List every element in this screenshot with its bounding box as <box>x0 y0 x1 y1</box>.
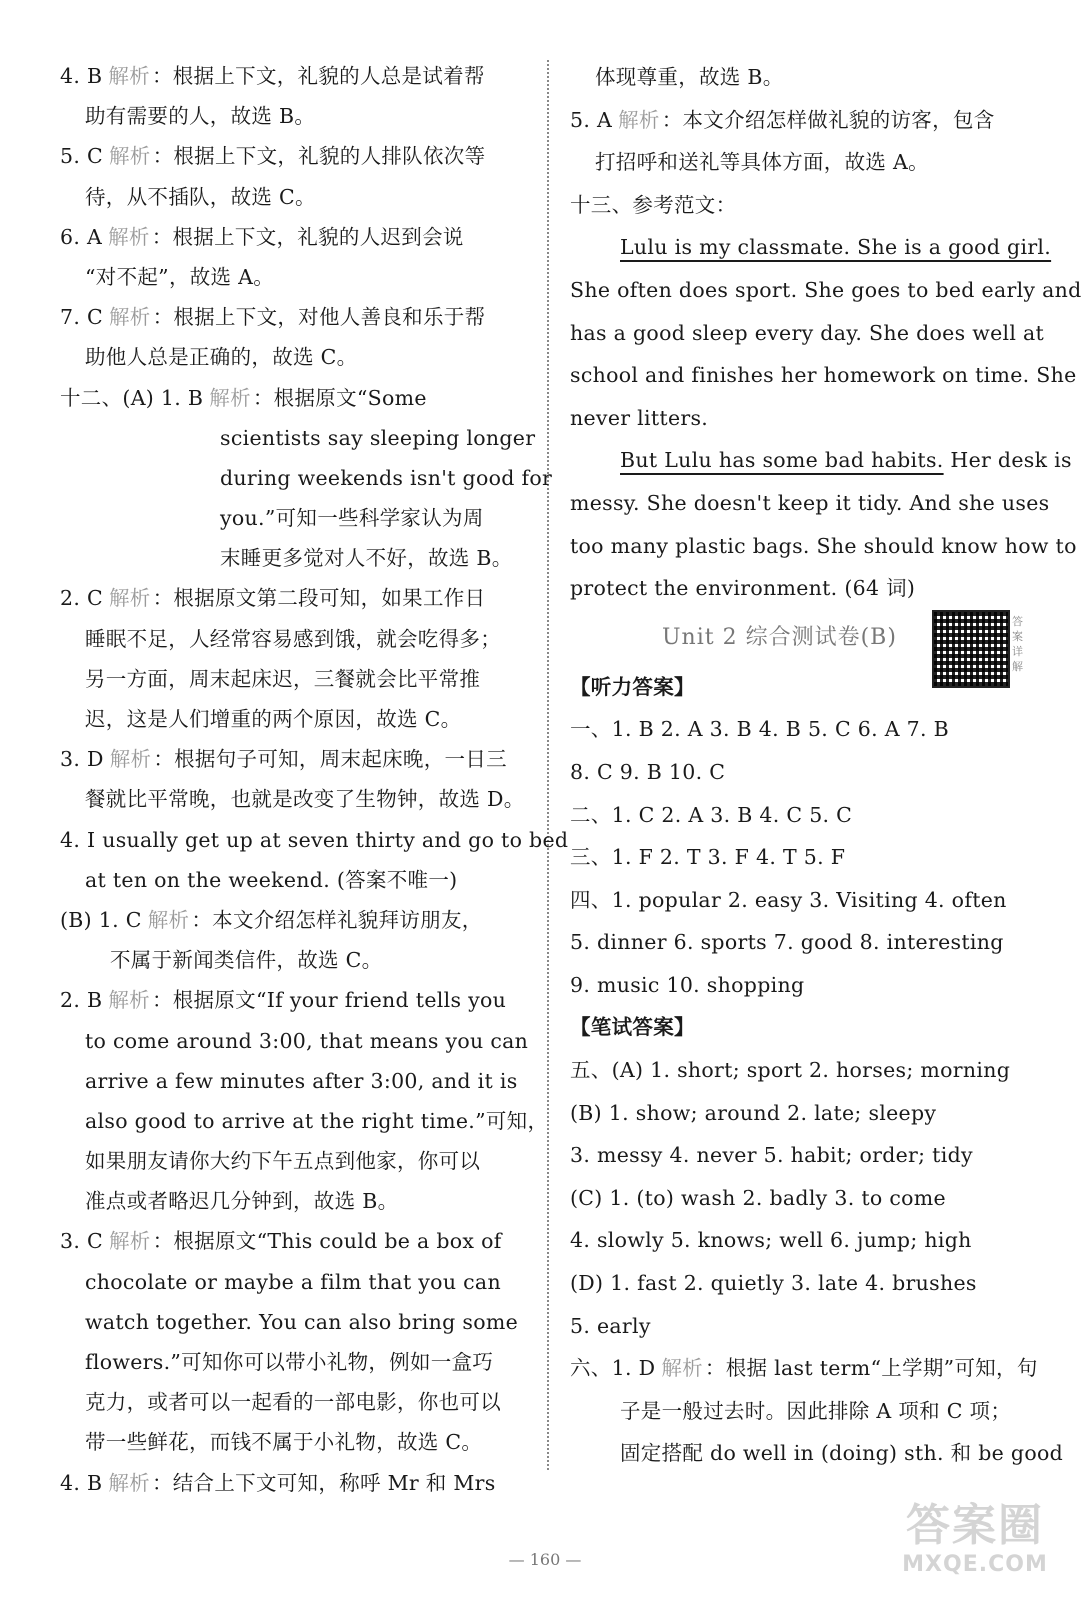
answer-line <box>60 578 530 618</box>
answer-number: 6. A <box>60 224 103 249</box>
page-number-value: 160 <box>529 1550 561 1569</box>
answer-text: ：根据上下文，礼貌的人排队依次等 <box>152 144 486 169</box>
answer-number: 3. C <box>60 1229 103 1254</box>
answer-text: ：根据 last term“上学期”可知，句 <box>704 1356 1038 1381</box>
analysis-label: 解析 <box>108 224 150 249</box>
answer-number: 2. B <box>60 988 103 1013</box>
answer-line <box>60 56 530 96</box>
answer-number: (B) 1. C <box>60 907 142 932</box>
answer-number: 2. C <box>60 586 103 611</box>
answer-number: 7. C <box>60 305 103 330</box>
analysis-label: 解析 <box>109 747 152 772</box>
answer-line: 带一些鲜花，而钱不属于小礼物，故选 C。 <box>85 1430 483 1455</box>
answer-line: 一、1. B 2. A 3. B 4. B 5. C 6. A 7. B <box>570 717 949 742</box>
left-column <box>60 56 569 1503</box>
answer-line: watch together. You can also bring some <box>85 1309 519 1334</box>
section-heading: 【听力答案】 <box>570 674 695 699</box>
essay-line: has a good sleep every day. She does well at <box>570 320 1045 345</box>
section-heading: 十三、参考范文： <box>570 192 737 217</box>
answer-line <box>570 1347 1040 1390</box>
answer-text: ：根据句子可知，周末起床晚，一日三 <box>153 747 507 772</box>
answer-line <box>60 217 530 257</box>
answer-text: ：结合上下文可知，称呼 Mr 和 Mrs <box>151 1470 496 1495</box>
answer-number: 4. B <box>60 1470 103 1495</box>
essay-line: never litters. <box>570 405 709 430</box>
answer-line: “对不起”，故选 A。 <box>85 264 275 289</box>
answer-text: ：根据原文“If your friend tells you <box>151 988 507 1013</box>
answer-line: 末睡更多觉对人不好，故选 B。 <box>220 546 513 571</box>
answer-line <box>60 980 530 1020</box>
essay-line <box>570 439 1072 482</box>
answer-text: ：根据原文第二段可知，如果工作日 <box>152 586 486 611</box>
answer-line: (B) 1. show; around 2. late; sleepy <box>570 1100 937 1125</box>
topic-sentence: Lulu is my classmate. She is a good girl. <box>620 235 1052 260</box>
answer-line: 餐就比平常晚，也就是改变了生物钟，故选 D。 <box>85 787 525 812</box>
answer-line: 5. dinner 6. sports 7. good 8. interesting <box>570 930 1004 955</box>
analysis-label: 解析 <box>108 144 151 169</box>
column-divider <box>547 60 549 1470</box>
answer-line: 准点或者略迟几分钟到，故选 B。 <box>85 1189 399 1214</box>
answer-line <box>60 1221 530 1261</box>
answer-line: (D) 1. fast 2. quietly 3. late 4. brushes <box>570 1271 977 1296</box>
answer-line: 待，从不插队，故选 C。 <box>85 184 316 209</box>
unit-title-block <box>570 610 1040 673</box>
answer-number: 4. B <box>60 64 103 88</box>
answer-line: arrive a few minutes after 3:00, and it is <box>85 1068 518 1093</box>
answer-number: 5. C <box>60 144 103 169</box>
right-column <box>570 56 1082 1475</box>
answer-line: you.”可知一些科学家认为周 <box>220 506 484 531</box>
answer-text: ：根据上下文，礼貌的人总是试着帮 <box>151 64 485 88</box>
answer-line: 固定搭配 do well in (doing) sth. 和 be good <box>620 1441 1064 1466</box>
answer-line: 4. I usually get up at seven thirty and go to bed <box>60 827 569 852</box>
qr-code-icon[interactable] <box>932 610 1010 688</box>
answer-line: (C) 1. (to) wash 2. badly 3. to come <box>570 1185 946 1210</box>
essay-text: Her desk is <box>943 448 1072 473</box>
answer-line <box>60 739 530 779</box>
analysis-label: 解析 <box>147 907 190 932</box>
answer-line: 五、(A) 1. short; sport 2. horses; morning <box>570 1058 1011 1083</box>
answer-line: 打招呼和送礼等具体方面，故选 A。 <box>595 150 929 175</box>
answer-line: 4. slowly 5. knows; well 6. jump; high <box>570 1228 972 1253</box>
unit-title: Unit 2 综合测试卷(B) <box>662 624 897 650</box>
watermark-main: 答案圈 <box>906 1500 1044 1551</box>
analysis-label: 解析 <box>618 107 660 132</box>
answer-line: 助他人总是正确的，故选 C。 <box>85 345 358 370</box>
essay-line: school and finishes her homework on time. She <box>570 363 1077 388</box>
analysis-label: 解析 <box>108 988 150 1013</box>
answer-line: 不属于新闻类信件，故选 C。 <box>110 948 383 973</box>
answer-line <box>60 136 530 176</box>
answer-line: 子是一般过去时。因此排除 A 项和 C 项； <box>620 1398 1012 1423</box>
answer-line: 睡眠不足，人经常容易感到饿，就会吃得多； <box>85 626 501 651</box>
essay-line <box>570 226 1052 269</box>
answer-line: to come around 3:00, that means you can <box>85 1028 529 1053</box>
answer-line: 迟，这是人们增重的两个原因，故选 C。 <box>85 707 462 731</box>
essay-line: messy. She doesn't keep it tidy. And she uses <box>570 490 1050 515</box>
answer-text: ：本文介绍怎样礼貌拜访朋友， <box>191 907 483 932</box>
answer-line: scientists say sleeping longer <box>220 425 536 450</box>
page-number: — 160 — <box>508 1550 582 1569</box>
topic-sentence: But Lulu has some bad habits. <box>620 448 944 473</box>
answer-line: chocolate or maybe a film that you can <box>85 1269 501 1294</box>
answer-line: also good to arrive at the right time.”可知， <box>85 1108 549 1133</box>
section-heading-line <box>60 378 530 418</box>
answer-line: 另一方面，周末起床迟，三餐就会比平常推 <box>85 666 481 691</box>
answer-line <box>60 1463 530 1503</box>
essay-line: protect the environment. (64 词) <box>570 576 916 601</box>
watermark-logo <box>880 1500 1070 1590</box>
analysis-label: 解析 <box>108 1470 150 1495</box>
answer-line <box>60 297 530 337</box>
section-heading: 【笔试答案】 <box>570 1015 695 1040</box>
answer-number: 十二、(A) 1. B <box>60 385 204 410</box>
answer-number: 3. D <box>60 747 104 772</box>
answer-line: during weekends isn't good for <box>220 465 553 490</box>
analysis-label: 解析 <box>209 385 251 410</box>
answer-line: 9. music 10. shopping <box>570 972 805 997</box>
answer-line: 体现尊重，故选 B。 <box>595 65 784 89</box>
watermark-sub: MXQE.COM <box>902 1552 1048 1577</box>
answer-number: 六、1. D <box>570 1356 656 1381</box>
answer-text: ：根据上下文，对他人善良和乐于帮 <box>152 305 486 330</box>
answer-line: 克力，或者可以一起看的一部电影，你也可以 <box>85 1390 501 1415</box>
answer-text: ：根据原文“This could be a box of <box>152 1229 502 1254</box>
analysis-label: 解析 <box>108 586 151 611</box>
answer-text: ：本文介绍怎样做礼貌的访客，包含 <box>661 107 995 132</box>
answer-line: 3. messy 4. never 5. habit; order; tidy <box>570 1143 973 1168</box>
analysis-label: 解析 <box>108 64 150 88</box>
analysis-label: 解析 <box>108 305 151 330</box>
answer-line: at ten on the weekend. (答案不唯一) <box>85 867 458 892</box>
analysis-label: 解析 <box>661 1356 703 1381</box>
essay-line: She often does sport. She goes to bed early and <box>570 277 1082 302</box>
answer-line: 助有需要的人，故选 B。 <box>85 104 316 129</box>
answer-line: 如果朋友请你大约下午五点到他家，你可以 <box>85 1149 481 1174</box>
qr-label: 答案详解 <box>1012 614 1024 673</box>
answer-line: 二、1. C 2. A 3. B 4. C 5. C <box>570 802 853 827</box>
essay-line: too many plastic bags. She should know how to <box>570 533 1077 558</box>
answer-text: ：根据原文“Some <box>252 385 427 410</box>
answer-text: ：根据上下文，礼貌的人迟到会说 <box>151 224 464 249</box>
answer-line: 8. C 9. B 10. C <box>570 759 726 784</box>
answer-line: 5. early <box>570 1313 651 1338</box>
answer-line <box>570 99 1040 142</box>
analysis-label: 解析 <box>108 1229 151 1254</box>
answer-line: flowers.”可知你可以带小礼物，例如一盒巧 <box>85 1350 494 1374</box>
answer-line <box>60 900 530 940</box>
answer-line: 四、1. popular 2. easy 3. Visiting 4. often <box>570 887 1007 912</box>
answer-number: 5. A <box>570 107 613 132</box>
answer-line: 三、1. F 2. T 3. F 4. T 5. F <box>570 845 846 870</box>
